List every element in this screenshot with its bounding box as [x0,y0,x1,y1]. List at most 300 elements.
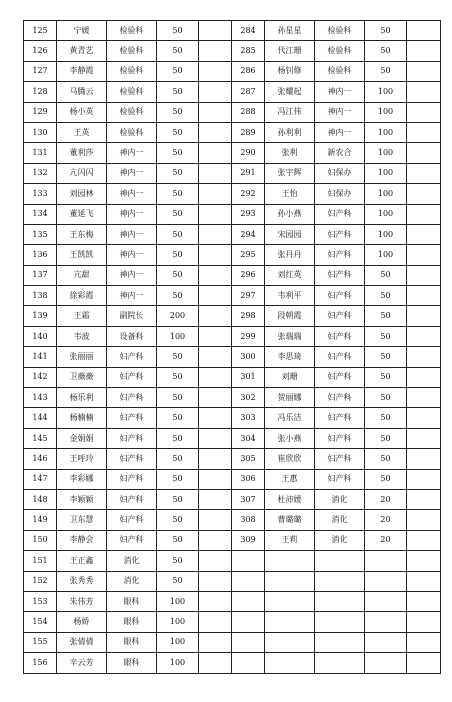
right-remark-cell [407,408,441,428]
right-person-name-cell: 张耀起 [265,82,315,102]
left-amount-cell: 50 [157,530,199,550]
table-row [24,41,441,61]
right-remark-cell [407,61,441,81]
right-department-cell: 消化 [315,489,365,509]
right-amount-cell: 50 [365,326,407,346]
right-row-number-cell [232,551,265,571]
right-department-cell: 神内一 [315,102,365,122]
right-row-number-cell [232,591,265,611]
right-amount-cell [365,612,407,632]
left-remark-cell [199,224,232,244]
right-department-cell: 新农合 [315,143,365,163]
left-remark-cell [199,306,232,326]
left-row-number-cell: 154 [24,612,57,632]
left-department-cell: 眼科 [107,591,157,611]
right-remark-cell [407,388,441,408]
left-person-name-cell: 张倩倩 [57,632,107,652]
left-person-name-cell: 辛云芳 [57,653,107,673]
left-remark-cell [199,61,232,81]
left-person-name-cell: 李颖颖 [57,489,107,509]
table-row [24,326,441,346]
right-person-name-cell: 张小燕 [265,428,315,448]
right-amount-cell: 20 [365,510,407,530]
right-row-number-cell: 308 [232,510,265,530]
right-remark-cell [407,551,441,571]
left-person-name-cell: 董延飞 [57,204,107,224]
left-department-cell: 神内一 [107,224,157,244]
right-department-cell: 妇产科 [315,347,365,367]
left-department-cell: 检验科 [107,21,157,41]
table-row [24,245,441,265]
left-department-cell: 检验科 [107,82,157,102]
left-row-number-cell: 141 [24,347,57,367]
right-person-name-cell: 崔欣欣 [265,449,315,469]
right-amount-cell: 50 [365,408,407,428]
right-remark-cell [407,347,441,367]
right-remark-cell [407,265,441,285]
left-person-name-cell: 黄青艺 [57,41,107,61]
right-amount-cell: 50 [365,347,407,367]
right-person-name-cell: 段朝霞 [265,306,315,326]
right-row-number-cell: 298 [232,306,265,326]
left-amount-cell: 50 [157,245,199,265]
left-department-cell: 妇产科 [107,530,157,550]
right-remark-cell [407,530,441,550]
right-row-number-cell: 303 [232,408,265,428]
right-department-cell: 妇产科 [315,286,365,306]
right-remark-cell [407,102,441,122]
left-amount-cell: 50 [157,347,199,367]
left-row-number-cell: 149 [24,510,57,530]
left-remark-cell [199,82,232,102]
left-amount-cell: 50 [157,286,199,306]
left-remark-cell [199,204,232,224]
left-person-name-cell: 李静会 [57,530,107,550]
right-remark-cell [407,122,441,142]
left-amount-cell: 50 [157,163,199,183]
right-remark-cell [407,245,441,265]
right-remark-cell [407,224,441,244]
left-row-number-cell: 129 [24,102,57,122]
left-person-name-cell: 杨小英 [57,102,107,122]
table-row [24,632,441,652]
left-department-cell: 妇产科 [107,510,157,530]
right-row-number-cell: 291 [232,163,265,183]
left-department-cell: 神内一 [107,286,157,306]
right-amount-cell: 20 [365,530,407,550]
right-remark-cell [407,41,441,61]
right-remark-cell [407,428,441,448]
left-person-name-cell: 杨楠楠 [57,408,107,428]
left-department-cell: 设备科 [107,326,157,346]
left-department-cell: 神内一 [107,204,157,224]
left-row-number-cell: 137 [24,265,57,285]
left-remark-cell [199,245,232,265]
left-remark-cell [199,184,232,204]
right-person-name-cell [265,571,315,591]
right-row-number-cell: 290 [232,143,265,163]
left-remark-cell [199,388,232,408]
left-row-number-cell: 151 [24,551,57,571]
left-amount-cell: 50 [157,204,199,224]
right-remark-cell [407,591,441,611]
left-person-name-cell: 马腾云 [57,82,107,102]
right-amount-cell: 50 [365,306,407,326]
left-amount-cell: 50 [157,510,199,530]
left-department-cell: 妇产科 [107,428,157,448]
left-row-number-cell: 133 [24,184,57,204]
right-row-number-cell: 285 [232,41,265,61]
right-department-cell: 妇保办 [315,184,365,204]
table-row [24,224,441,244]
right-person-name-cell [265,632,315,652]
left-person-name-cell: 亢闪闪 [57,163,107,183]
right-amount-cell [365,571,407,591]
left-department-cell: 检验科 [107,122,157,142]
right-person-name-cell [265,612,315,632]
right-amount-cell: 100 [365,82,407,102]
right-person-name-cell: 冯乐洁 [265,408,315,428]
right-person-name-cell [265,653,315,673]
left-department-cell: 神内一 [107,184,157,204]
table-row [24,347,441,367]
right-person-name-cell: 张宇辉 [265,163,315,183]
left-remark-cell [199,367,232,387]
right-person-name-cell: 刘珊 [265,367,315,387]
right-person-name-cell [265,591,315,611]
right-person-name-cell: 杨钊修 [265,61,315,81]
right-amount-cell [365,591,407,611]
table-row [24,612,441,632]
left-person-name-cell: 金娟娟 [57,428,107,448]
left-remark-cell [199,571,232,591]
left-person-name-cell: 杨娇 [57,612,107,632]
left-row-number-cell: 132 [24,163,57,183]
left-row-number-cell: 135 [24,224,57,244]
left-department-cell: 神内一 [107,265,157,285]
right-remark-cell [407,163,441,183]
left-amount-cell: 50 [157,61,199,81]
left-amount-cell: 50 [157,489,199,509]
table-row [24,122,441,142]
left-person-name-cell: 李彩娜 [57,469,107,489]
right-department-cell: 妇产科 [315,326,365,346]
right-person-name-cell: 张利 [265,143,315,163]
table-row [24,449,441,469]
right-row-number-cell [232,632,265,652]
table-row [24,143,441,163]
left-amount-cell: 50 [157,41,199,61]
left-department-cell: 妇产科 [107,408,157,428]
right-department-cell [315,653,365,673]
right-row-number-cell: 309 [232,530,265,550]
right-amount-cell [365,632,407,652]
left-amount-cell: 50 [157,551,199,571]
left-department-cell: 妇产科 [107,388,157,408]
right-row-number-cell: 306 [232,469,265,489]
left-amount-cell: 100 [157,632,199,652]
donation-list-table [23,20,441,674]
right-person-name-cell: 贺丽娜 [265,388,315,408]
left-remark-cell [199,122,232,142]
left-remark-cell [199,143,232,163]
right-department-cell [315,612,365,632]
right-row-number-cell: 284 [232,21,265,41]
left-department-cell: 妇产科 [107,489,157,509]
left-person-name-cell: 刘园林 [57,184,107,204]
right-department-cell: 妇产科 [315,408,365,428]
left-person-name-cell: 王凯凯 [57,245,107,265]
table-row [24,510,441,530]
left-person-name-cell: 朱伟芳 [57,591,107,611]
right-amount-cell: 50 [365,286,407,306]
right-person-name-cell: 孙星星 [265,21,315,41]
left-amount-cell: 100 [157,653,199,673]
right-department-cell [315,571,365,591]
left-department-cell: 副院长 [107,306,157,326]
right-row-number-cell: 293 [232,204,265,224]
left-department-cell: 妇产科 [107,469,157,489]
right-amount-cell: 50 [365,449,407,469]
left-person-name-cell: 王东梅 [57,224,107,244]
right-amount-cell: 50 [365,428,407,448]
table-row [24,591,441,611]
right-row-number-cell: 287 [232,82,265,102]
left-person-name-cell: 董利莎 [57,143,107,163]
left-amount-cell: 50 [157,367,199,387]
right-person-name-cell: 韦利平 [265,286,315,306]
left-amount-cell: 100 [157,591,199,611]
left-remark-cell [199,326,232,346]
left-remark-cell [199,449,232,469]
right-row-number-cell: 292 [232,184,265,204]
right-department-cell [315,632,365,652]
left-amount-cell: 50 [157,469,199,489]
left-amount-cell: 50 [157,224,199,244]
table-row [24,306,441,326]
right-row-number-cell [232,571,265,591]
right-row-number-cell: 301 [232,367,265,387]
left-department-cell: 神内一 [107,163,157,183]
right-person-name-cell: 杜沛媛 [265,489,315,509]
left-amount-cell: 50 [157,449,199,469]
left-row-number-cell: 147 [24,469,57,489]
left-row-number-cell: 126 [24,41,57,61]
right-department-cell: 妇产科 [315,449,365,469]
right-remark-cell [407,184,441,204]
left-row-number-cell: 146 [24,449,57,469]
right-department-cell: 妇产科 [315,367,365,387]
left-remark-cell [199,632,232,652]
left-amount-cell: 50 [157,21,199,41]
right-amount-cell [365,653,407,673]
table-row [24,163,441,183]
right-person-name-cell: 曹璐璐 [265,510,315,530]
right-remark-cell [407,469,441,489]
right-department-cell: 妇产科 [315,265,365,285]
left-row-number-cell: 150 [24,530,57,550]
right-person-name-cell: 李思琦 [265,347,315,367]
right-amount-cell: 100 [365,102,407,122]
right-department-cell: 神内一 [315,82,365,102]
left-person-name-cell: 宁媛 [57,21,107,41]
right-person-name-cell: 王惠 [265,469,315,489]
table-row [24,21,441,41]
left-remark-cell [199,265,232,285]
right-amount-cell: 100 [365,204,407,224]
right-remark-cell [407,449,441,469]
right-remark-cell [407,82,441,102]
right-amount-cell: 50 [365,41,407,61]
table-row [24,571,441,591]
right-amount-cell: 50 [365,367,407,387]
left-amount-cell: 50 [157,143,199,163]
right-person-name-cell: 冯江伟 [265,102,315,122]
left-amount-cell: 50 [157,571,199,591]
left-person-name-cell: 王霜 [57,306,107,326]
right-row-number-cell: 307 [232,489,265,509]
left-department-cell: 检验科 [107,61,157,81]
right-amount-cell: 100 [365,163,407,183]
left-department-cell: 眼科 [107,653,157,673]
right-amount-cell: 50 [365,21,407,41]
left-department-cell: 检验科 [107,41,157,61]
right-department-cell: 妇产科 [315,428,365,448]
left-department-cell: 妇产科 [107,449,157,469]
right-department-cell: 检验科 [315,21,365,41]
right-row-number-cell: 286 [232,61,265,81]
left-department-cell: 神内一 [107,245,157,265]
right-row-number-cell: 302 [232,388,265,408]
left-department-cell: 消化 [107,571,157,591]
left-row-number-cell: 136 [24,245,57,265]
left-person-name-cell: 王呼玲 [57,449,107,469]
left-remark-cell [199,530,232,550]
left-row-number-cell: 145 [24,428,57,448]
right-department-cell [315,591,365,611]
left-remark-cell [199,489,232,509]
right-remark-cell [407,367,441,387]
table-row [24,204,441,224]
left-row-number-cell: 142 [24,367,57,387]
right-remark-cell [407,653,441,673]
left-row-number-cell: 148 [24,489,57,509]
left-amount-cell: 50 [157,122,199,142]
table-row [24,388,441,408]
left-person-name-cell: 李静霞 [57,61,107,81]
left-row-number-cell: 153 [24,591,57,611]
right-department-cell: 妇产科 [315,224,365,244]
table-row [24,184,441,204]
right-department-cell: 妇产科 [315,388,365,408]
right-department-cell: 神内一 [315,122,365,142]
right-row-number-cell: 296 [232,265,265,285]
left-amount-cell: 100 [157,326,199,346]
left-amount-cell: 50 [157,388,199,408]
right-person-name-cell: 王莉 [265,530,315,550]
left-remark-cell [199,653,232,673]
right-remark-cell [407,204,441,224]
right-row-number-cell: 289 [232,122,265,142]
left-person-name-cell: 张秀秀 [57,571,107,591]
left-department-cell: 妇产科 [107,347,157,367]
right-amount-cell: 50 [365,265,407,285]
left-row-number-cell: 134 [24,204,57,224]
left-person-name-cell: 卫东慧 [57,510,107,530]
right-remark-cell [407,632,441,652]
left-row-number-cell: 144 [24,408,57,428]
left-department-cell: 妇产科 [107,367,157,387]
table-row [24,530,441,550]
right-remark-cell [407,612,441,632]
right-row-number-cell: 305 [232,449,265,469]
left-amount-cell: 50 [157,428,199,448]
right-remark-cell [407,571,441,591]
left-department-cell: 眼科 [107,612,157,632]
table-row [24,367,441,387]
left-row-number-cell: 156 [24,653,57,673]
left-department-cell: 眼科 [107,632,157,652]
left-amount-cell: 50 [157,102,199,122]
right-row-number-cell: 304 [232,428,265,448]
right-department-cell [315,551,365,571]
right-row-number-cell: 299 [232,326,265,346]
left-amount-cell: 200 [157,306,199,326]
right-amount-cell [365,551,407,571]
left-person-name-cell: 王正鑫 [57,551,107,571]
left-person-name-cell: 亢甜 [57,265,107,285]
table-row [24,489,441,509]
table-row [24,428,441,448]
left-remark-cell [199,551,232,571]
left-department-cell: 神内一 [107,143,157,163]
right-amount-cell: 50 [365,61,407,81]
right-remark-cell [407,306,441,326]
left-row-number-cell: 138 [24,286,57,306]
left-amount-cell: 50 [157,408,199,428]
right-person-name-cell: 宋园园 [265,224,315,244]
right-department-cell: 检验科 [315,41,365,61]
right-amount-cell: 100 [365,224,407,244]
right-amount-cell: 20 [365,489,407,509]
left-person-name-cell: 徐彩霞 [57,286,107,306]
right-department-cell: 妇产科 [315,245,365,265]
right-department-cell: 妇保办 [315,163,365,183]
left-row-number-cell: 128 [24,82,57,102]
left-person-name-cell: 王英 [57,122,107,142]
left-department-cell: 检验科 [107,102,157,122]
right-row-number-cell: 300 [232,347,265,367]
right-department-cell: 妇产科 [315,306,365,326]
left-amount-cell: 50 [157,265,199,285]
table-row [24,653,441,673]
left-person-name-cell: 卫薇薇 [57,367,107,387]
right-amount-cell: 100 [365,245,407,265]
table-row [24,265,441,285]
left-row-number-cell: 125 [24,21,57,41]
left-row-number-cell: 139 [24,306,57,326]
table-row [24,102,441,122]
left-remark-cell [199,408,232,428]
left-remark-cell [199,21,232,41]
right-department-cell: 妇产科 [315,469,365,489]
table-row [24,469,441,489]
left-remark-cell [199,469,232,489]
left-row-number-cell: 130 [24,122,57,142]
left-row-number-cell: 140 [24,326,57,346]
right-row-number-cell: 288 [232,102,265,122]
right-amount-cell: 100 [365,184,407,204]
